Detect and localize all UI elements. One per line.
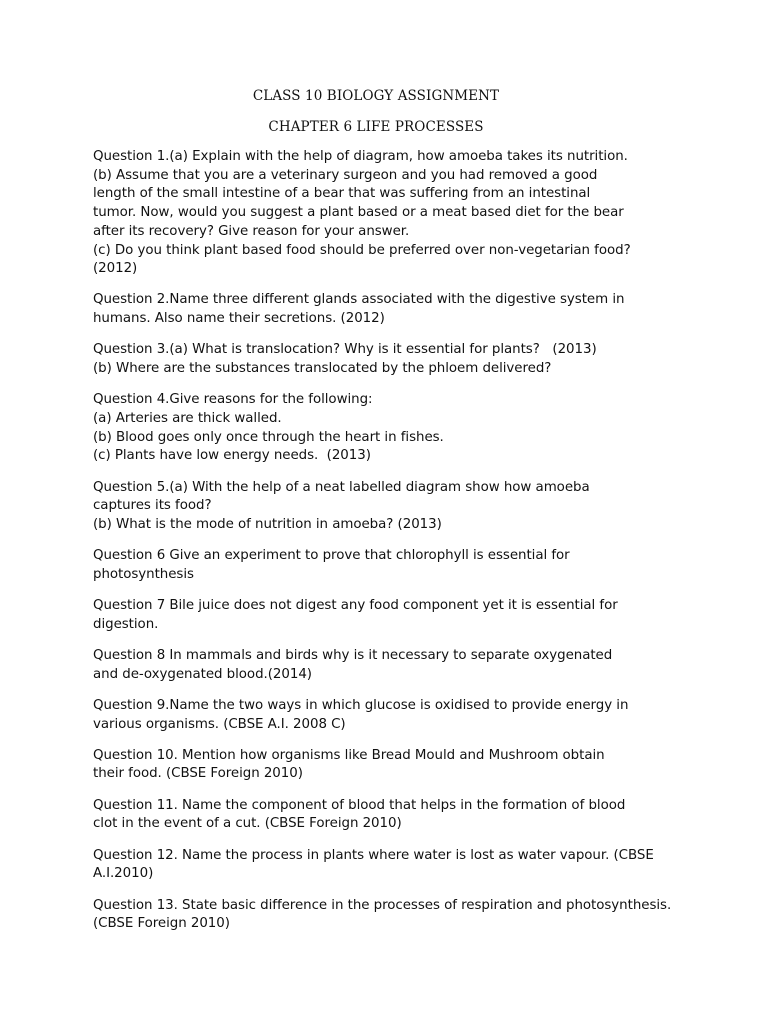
question-8	[93, 647, 723, 684]
question-line: Question 5.(a) With the help of a neat labelled diagram show how amoeba	[93, 479, 590, 495]
question-line: after its recovery? Give reason for your answer.	[93, 223, 410, 239]
question-line: and de-oxygenated blood.(2014)	[93, 666, 312, 682]
question-line: (c) Do you think plant based food should be preferred over non-vegetarian food?	[93, 242, 631, 258]
question-line: (c) Plants have low energy needs. (2013)	[93, 448, 371, 464]
question-line: captures its food?	[93, 498, 212, 514]
question-5	[93, 479, 723, 535]
question-11	[93, 797, 723, 834]
question-3	[93, 341, 723, 378]
question-line: (2012)	[93, 261, 138, 277]
question-6	[93, 547, 723, 584]
question-line: Question 10. Mention how organisms like Bread Mould and Mushroom obtain	[93, 747, 605, 763]
question-line: Question 2.Name three different glands associated with the digestive system in	[93, 292, 625, 308]
question-line: clot in the event of a cut. (CBSE Foreign 2010)	[93, 816, 402, 832]
question-9	[93, 697, 723, 734]
question-line: photosynthesis	[93, 566, 194, 582]
question-line: various organisms. (CBSE A.I. 2008 C)	[93, 716, 346, 732]
question-7	[93, 597, 723, 634]
question-line: humans. Also name their secretions. (2012)	[93, 311, 385, 327]
question-2	[93, 291, 723, 328]
question-line: (CBSE Foreign 2010)	[93, 916, 230, 932]
question-line: Question 13. State basic difference in the processes of respiration and photosynthesis.	[93, 897, 672, 913]
question-13	[93, 897, 723, 934]
question-line: Question 8 In mammals and birds why is it necessary to separate oxygenated	[93, 647, 613, 663]
question-line: tumor. Now, would you suggest a plant based or a meat based diet for the bear	[93, 205, 624, 221]
question-line: Question 1.(a) Explain with the help of diagram, how amoeba takes its nutrition.	[93, 149, 628, 164]
question-line: (b) Assume that you are a veterinary surgeon and you had removed a good	[93, 167, 598, 183]
question-line: (b) Where are the substances translocated by the phloem delivered?	[93, 361, 552, 377]
question-line: Question 7 Bile juice does not digest any food component yet it is essential for	[93, 598, 618, 614]
question-1	[93, 148, 723, 279]
question-line: their food. (CBSE Foreign 2010)	[93, 766, 303, 782]
question-line: Question 3.(a) What is translocation? Why is it essential for plants? (2013)	[93, 342, 597, 358]
chapter-title: CHAPTER 6 LIFE PROCESSES	[268, 119, 484, 135]
question-line: (a) Arteries are thick walled.	[93, 410, 282, 426]
question-list	[93, 148, 723, 946]
question-line: Question 6 Give an experiment to prove that chlorophyll is essential for	[93, 548, 570, 564]
question-line: Question 4.Give reasons for the following:	[93, 392, 373, 408]
question-line: (b) Blood goes only once through the heart in fishes.	[93, 429, 444, 445]
question-line: Question 9.Name the two ways in which glucose is oxidised to provide energy in	[93, 697, 629, 713]
question-line: digestion.	[93, 616, 159, 632]
question-line: Question 11. Name the component of blood that helps in the formation of blood	[93, 797, 626, 813]
question-10	[93, 747, 723, 784]
question-line: A.I.2010)	[93, 866, 154, 882]
question-12	[93, 847, 723, 884]
assignment-title: CLASS 10 BIOLOGY ASSIGNMENT	[252, 88, 500, 104]
question-line: (b) What is the mode of nutrition in amoeba? (2013)	[93, 516, 442, 532]
question-4	[93, 391, 723, 466]
question-line: Question 12. Name the process in plants where water is lost as water vapour. (CBSE	[93, 847, 654, 863]
question-line: length of the small intestine of a bear that was suffering from an intestinal	[93, 186, 591, 202]
